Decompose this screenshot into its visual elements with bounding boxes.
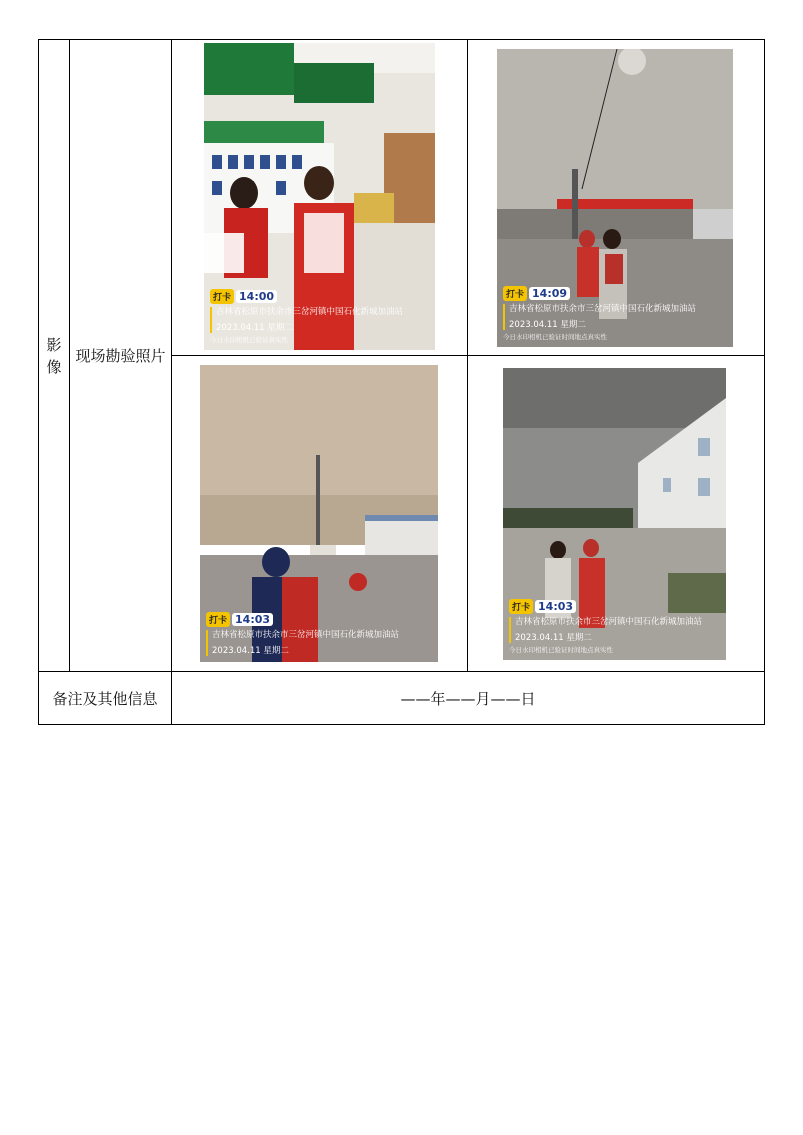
watermark-address: 吉林省松原市扶余市三岔河镇中国石化新城加油站 — [216, 307, 404, 317]
photo-watermark — [206, 612, 434, 656]
watermark-verify: 今日水印相机已验证真实性 — [210, 336, 288, 344]
watermark-time: 14:03 — [232, 613, 273, 626]
watermark-date: 2023.04.11 星期二 — [515, 633, 592, 643]
site-photo-4 — [503, 368, 726, 660]
notes-date-cell — [172, 672, 765, 725]
watermark-address: 吉林省松原市扶余市三岔河镇中国石化新城加油站 — [509, 304, 697, 314]
watermark-date: 2023.04.11 星期二 — [212, 646, 289, 656]
section-label-char: 像 — [46, 357, 62, 376]
photo-watermark — [503, 286, 729, 341]
photo-cell-4 — [468, 356, 765, 672]
notes-label: 备注及其他信息 — [52, 689, 158, 708]
watermark-date: 2023.04.11 星期二 — [509, 320, 586, 330]
watermark-verify: 今日水印相机已验证时间地点真实性 — [503, 333, 607, 341]
watermark-verify: 今日水印相机已验证时间地点真实性 — [509, 646, 613, 654]
site-photo-2 — [497, 49, 733, 347]
photo-label-cell — [70, 40, 172, 672]
photo-cell-2 — [468, 40, 765, 356]
inspection-form-table — [38, 39, 765, 725]
photo-watermark — [210, 289, 431, 344]
site-photo-3 — [200, 365, 438, 662]
checkin-badge: 打卡 — [509, 599, 533, 614]
checkin-badge: 打卡 — [503, 286, 527, 301]
watermark-address: 吉林省松原市扶余市三岔河镇中国石化新城加油站 — [212, 630, 400, 640]
section-label-cell — [39, 40, 70, 672]
photo-label: 现场勘验照片 — [75, 346, 166, 365]
watermark-address: 吉林省松原市扶余市三岔河镇中国石化新城加油站 — [515, 617, 703, 627]
watermark-date: 2023.04.11 星期二 — [216, 323, 293, 333]
notes-date: ——年——月——日 — [400, 689, 536, 708]
watermark-time: 14:09 — [529, 287, 570, 300]
photo-cell-1 — [172, 40, 468, 356]
section-label-char: 影 — [46, 335, 62, 354]
photo-cell-3 — [172, 356, 468, 672]
photo-watermark — [509, 599, 722, 654]
watermark-time: 14:03 — [535, 600, 576, 613]
site-photo-1 — [204, 43, 435, 350]
checkin-badge: 打卡 — [210, 289, 234, 304]
watermark-time: 14:00 — [236, 290, 277, 303]
notes-label-cell — [39, 672, 172, 725]
checkin-badge: 打卡 — [206, 612, 230, 627]
